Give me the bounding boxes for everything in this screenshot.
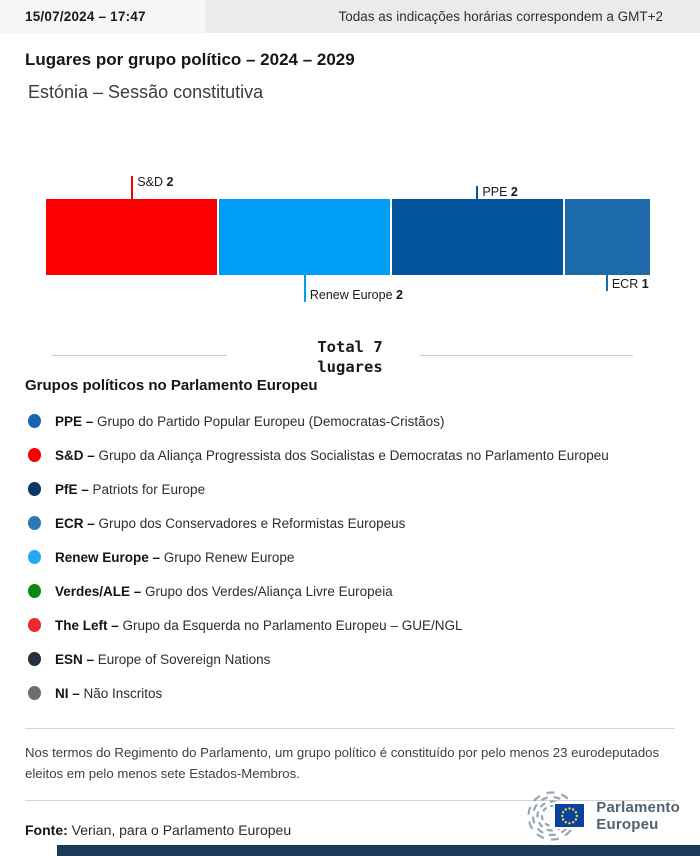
legend-color-dot	[28, 448, 41, 462]
legend-item-text: PPE – Grupo do Partido Popular Europeu (Democratas-Cristãos)	[55, 413, 445, 429]
bar-segment-s-d	[46, 199, 217, 275]
legend-item-text: PfE – Patriots for Europe	[55, 481, 206, 497]
legend-color-dot	[28, 550, 41, 564]
legend-item	[25, 608, 680, 642]
callout-tick	[131, 176, 133, 199]
bar-segment-renew-europe	[219, 199, 390, 275]
legend-item-text: NI – Não Inscritos	[55, 685, 163, 701]
stacked-bar	[46, 199, 650, 275]
total-seats-label	[280, 337, 420, 377]
legend-item	[25, 574, 680, 608]
source-label: Fonte:	[25, 822, 68, 838]
ep-hemicycle-flag-icon	[514, 790, 588, 842]
legend-color-dot	[28, 414, 41, 428]
callout-label: ECR 1	[611, 277, 649, 291]
divider-line-right	[420, 355, 633, 356]
bar-segment-ecr	[565, 199, 650, 275]
total-seats-line2: lugares	[317, 358, 383, 376]
bottom-accent-bar	[57, 845, 700, 856]
legend-item	[25, 472, 680, 506]
callout-tick	[304, 275, 306, 302]
bar-segment-ppe	[392, 199, 563, 275]
legend-item-text: S&D – Grupo da Aliança Progressista dos Socialistas e Democratas no Parlamento Europeu	[55, 447, 609, 463]
legend-item-text: ESN – Europe of Sovereign Nations	[55, 651, 271, 667]
callout-tick	[606, 275, 608, 291]
legend-item	[25, 404, 680, 438]
ep-logo-line1: Parlamento	[596, 799, 680, 816]
callout-label: PPE 2	[482, 185, 518, 199]
legend-item-text: Renew Europe – Grupo Renew Europe	[55, 549, 295, 565]
source-text: Verian, para o Parlamento Europeu	[71, 822, 292, 838]
legend-item	[25, 506, 680, 540]
page-subtitle: Estónia – Sessão constitutiva	[28, 82, 264, 102]
top-bar	[0, 0, 700, 33]
ep-logo-line2: Europeu	[596, 816, 659, 833]
footnote: Nos termos do Regimento do Parlamento, um grupo político é constituído por pelo menos 23 eurodeputados eleitos em pelo menos sete Estados-Membros.	[25, 728, 675, 801]
legend-item	[25, 676, 680, 710]
callout-tick	[476, 186, 478, 199]
legend-item	[25, 438, 680, 472]
seats-stacked-bar-chart	[46, 170, 650, 310]
ep-logo-wordmark	[596, 799, 680, 833]
legend-color-dot	[28, 516, 41, 530]
timezone-note: Todas as indicações horárias correspondem a GMT+2	[338, 9, 663, 24]
legend-item	[25, 540, 680, 574]
legend-color-dot	[28, 618, 41, 632]
legend-color-dot	[28, 686, 41, 700]
divider-line-left	[52, 355, 227, 356]
legend-item	[25, 642, 680, 676]
source-line	[25, 822, 291, 838]
legend-heading: Grupos políticos no Parlamento Europeu	[25, 377, 318, 394]
legend-color-dot	[28, 482, 41, 496]
european-parliament-logo	[514, 790, 680, 842]
total-divider	[0, 337, 700, 381]
callout-label: S&D 2	[137, 175, 174, 189]
legend-color-dot	[28, 584, 41, 598]
legend-item-text: The Left – Grupo da Esquerda no Parlamento Europeu – GUE/NGL	[55, 617, 463, 633]
total-seats-line1: Total 7	[317, 338, 383, 356]
legend-item-text: Verdes/ALE – Grupo dos Verdes/Aliança Livre Europeia	[55, 583, 393, 599]
legend-item-text: ECR – Grupo dos Conservadores e Reformistas Europeus	[55, 515, 406, 531]
legend-color-dot	[28, 652, 41, 666]
political-groups-legend	[25, 404, 680, 710]
datetime-label: 15/07/2024 – 17:47	[25, 9, 146, 24]
callout-label: Renew Europe 2	[309, 288, 403, 302]
page-title: Lugares por grupo político – 2024 – 2029	[25, 50, 355, 69]
